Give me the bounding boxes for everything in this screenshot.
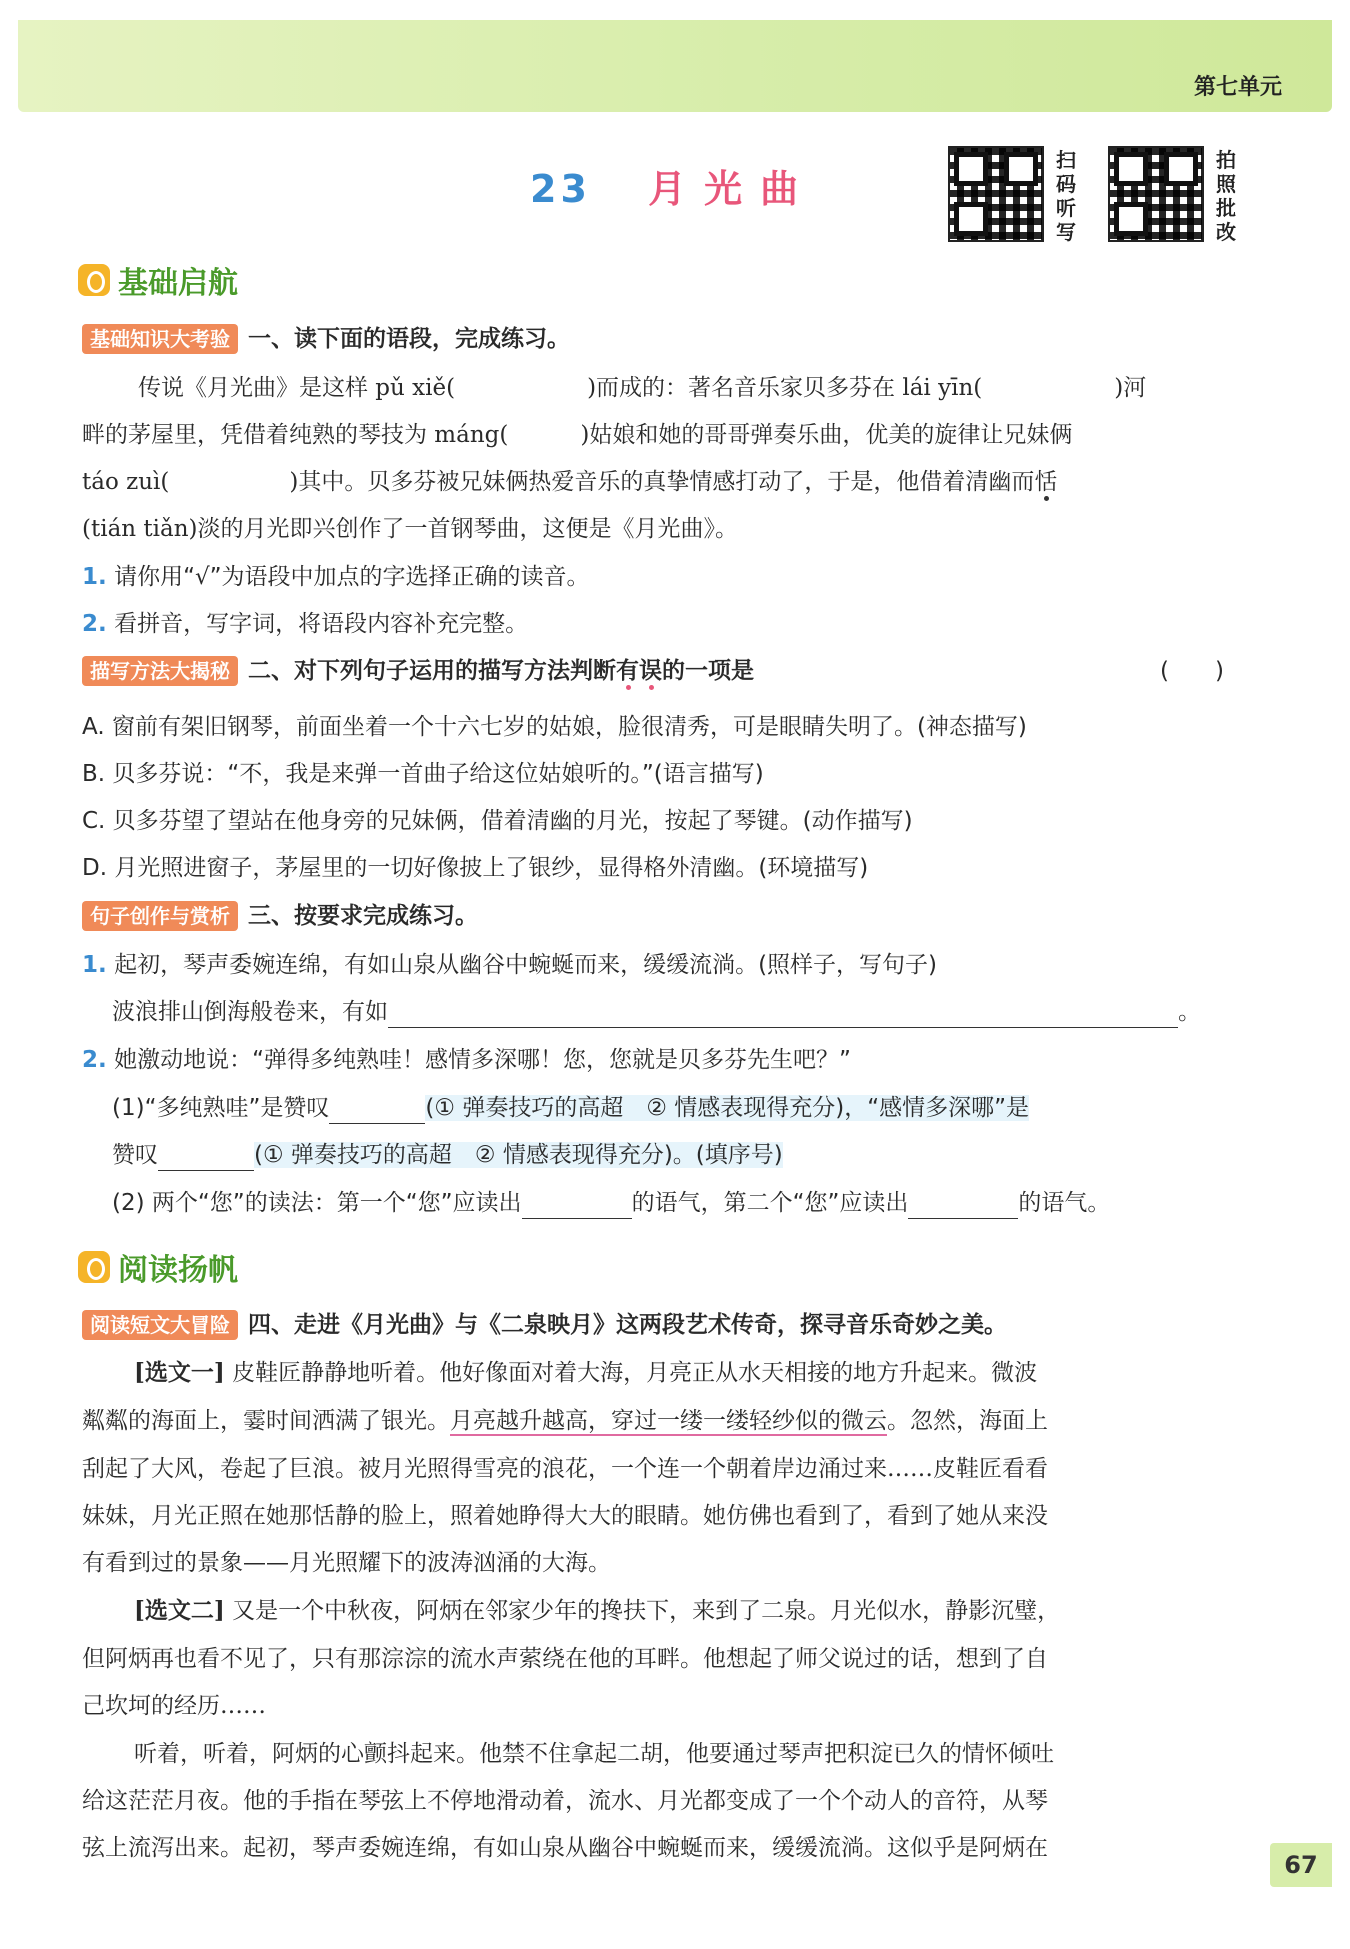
text: táo zuì( — [82, 469, 170, 495]
passage-line-1 — [138, 373, 1146, 403]
lesson-name — [648, 167, 816, 211]
qr-label-listen — [1056, 148, 1078, 244]
music-note-icon — [78, 264, 110, 296]
text: )河 — [1114, 375, 1147, 401]
text: 。 — [1178, 999, 1201, 1025]
section-basics-heading — [78, 258, 238, 302]
text: 畔的茅屋里，凭借着纯熟的琴技为 máng( — [82, 422, 509, 448]
lesson-title — [530, 158, 816, 213]
part1-question-2 — [82, 609, 528, 639]
qr-label-char: 拍 — [1216, 148, 1236, 172]
part3-q2-sub1-line1 — [112, 1093, 1029, 1124]
dotted-char: 误 — [639, 658, 662, 684]
part-heading-text: 四、走进《月光曲》与《二泉映月》这两段艺术传奇，探寻音乐奇妙之美。 — [248, 1312, 1007, 1338]
answer-line[interactable] — [329, 1093, 425, 1124]
text: 的语气，第二个“您”应读出 — [631, 1190, 909, 1216]
selection-tag: [选文一] — [134, 1359, 225, 1386]
text: (① 弹奏技巧的高超 ② 情感表现得充分)，“感情多深哪”是 — [425, 1095, 1030, 1121]
option-b: B. 贝多芬说：“不，我是来弹一首曲子给这位姑娘听的。”(语言描写) — [82, 761, 764, 787]
header-band — [18, 20, 1332, 112]
selection2-line-4: 听着，听着，阿炳的心颤抖起来。他禁不住拿起二胡，他要通过琴声把积淀已久的情怀倾吐 — [134, 1741, 1054, 1767]
part-tag: 基础知识大考验 — [82, 324, 238, 354]
question-text: 起初，琴声委婉连绵，有如山泉从幽谷中蜿蜒而来，缓缓流淌。(照样子，写句子) — [114, 952, 938, 978]
section-title: 阅读扬帆 — [118, 1253, 238, 1288]
part3-q2-sub2 — [112, 1188, 1110, 1219]
qr-label-char: 写 — [1056, 220, 1076, 244]
part3-heading — [82, 901, 478, 931]
answer-line[interactable] — [158, 1140, 254, 1171]
qr-label-char: 批 — [1216, 196, 1236, 220]
selection1-line-3: 刮起了大风，卷起了巨浪。被月光照得雪亮的浪花，一个连一个朝着岸边涌过来……皮鞋匠看看 — [82, 1456, 1048, 1482]
title-char: 月 — [648, 167, 691, 211]
page-number: 67 — [1270, 1843, 1332, 1887]
part-tag: 句子创作与赏析 — [82, 901, 238, 931]
title-char: 光 — [704, 167, 747, 211]
qr-label-char: 照 — [1216, 172, 1236, 196]
qr-label-char: 听 — [1056, 196, 1076, 220]
title-char: 曲 — [760, 167, 803, 211]
part1-heading — [82, 324, 570, 354]
part3-q1-answer-line — [112, 997, 1201, 1028]
selection2-line-1 — [134, 1596, 1060, 1626]
selection1-line-5: 有看到过的景象——月光照耀下的波涛汹涌的大海。 — [82, 1550, 611, 1576]
part-heading-text: 三、按要求完成练习。 — [248, 903, 478, 929]
text: 皮鞋匠静静地听着。他好像面对着大海，月亮正从水天相接的地方升起来。微波 — [232, 1360, 1038, 1386]
qr-label-char: 码 — [1056, 172, 1076, 196]
qr-label-char: 改 — [1216, 220, 1236, 244]
question-number: 2. — [82, 611, 107, 637]
selection1-line-1 — [134, 1358, 1037, 1388]
text: )而成的：著名音乐家贝多芬在 lái yīn( — [587, 375, 983, 401]
part-heading-text: 一、读下面的语段，完成练习。 — [248, 326, 570, 352]
text: 赞叹 — [112, 1142, 158, 1168]
passage-line-3 — [82, 467, 1057, 497]
unit-label: 第七单元 — [1193, 75, 1282, 100]
underlined-sentence: 月亮越升越高，穿过一缕一缕轻纱似的微云 — [450, 1408, 887, 1434]
text: (1)“多纯熟哇”是赞叹 — [112, 1095, 330, 1121]
answer-line[interactable] — [908, 1188, 1018, 1219]
dotted-char: 恬 — [1034, 469, 1058, 495]
part2-heading — [82, 656, 754, 686]
section-title: 基础启航 — [118, 266, 238, 301]
text: )姑娘和她的哥哥弹奏乐曲，优美的旋律让兄妹俩 — [580, 422, 1073, 448]
text: 传说《月光曲》是这样 pǔ xiě( — [138, 375, 456, 401]
selection2-line-5: 给这茫茫月夜。他的手指在琴弦上不停地滑动着，流水、月光都变成了一个个动人的音符，从琴 — [82, 1788, 1048, 1814]
selection-tag: [选文二] — [134, 1597, 225, 1624]
question-number: 1. — [82, 564, 107, 590]
passage-line-4 — [82, 514, 738, 544]
text: 的一项是 — [662, 658, 754, 684]
selection1-line-2 — [82, 1406, 1048, 1436]
text: (① 弹奏技巧的高超 ② 情感表现得充分)。(填序号) — [254, 1142, 783, 1168]
part-tag: 阅读短文大冒险 — [82, 1310, 238, 1340]
text: )其中。贝多芬被兄妹俩热爱音乐的真挚情感打动了，于是，他借着清幽而 — [289, 469, 1035, 495]
selection2-line-3: 己坎坷的经历…… — [82, 1693, 266, 1719]
part3-question-1 — [82, 950, 937, 980]
text: 。忽然，海面上 — [887, 1408, 1048, 1434]
lesson-number: 23 — [530, 167, 591, 211]
sail-icon — [78, 1251, 110, 1283]
option-a: A. 窗前有架旧钢琴，前面坐着一个十六七岁的姑娘，脸很清秀，可是眼睛失明了。(神态描写) — [82, 714, 1027, 740]
passage-line-2 — [82, 420, 1072, 450]
text: 又是一个中秋夜，阿炳在邻家少年的搀扶下，来到了二泉。月光似水，静影沉璧， — [232, 1598, 1061, 1624]
text: 粼粼的海面上，霎时间洒满了银光。 — [82, 1408, 450, 1434]
qr-code-grade[interactable] — [1108, 146, 1204, 242]
part3-question-2 — [82, 1045, 851, 1075]
question-text: 她激动地说：“弹得多纯熟哇！感情多深哪！您，您就是贝多芬先生吧？” — [114, 1047, 851, 1073]
qr-code-listen[interactable] — [948, 146, 1044, 242]
part-tag: 描写方法大揭秘 — [82, 656, 238, 686]
selection1-line-4: 妹妹，月光正照在她那恬静的脸上，照着她睁得大大的眼睛。她仿佛也看到了，看到了她从来没 — [82, 1503, 1048, 1529]
question-number: 1. — [82, 952, 107, 978]
text: 波浪排山倒海般卷来，有如 — [112, 999, 388, 1025]
text: (2) 两个“您”的读法：第一个“您”应读出 — [112, 1190, 522, 1216]
option-d: D. 月光照进窗子，茅屋里的一切好像披上了银纱，显得格外清幽。(环境描写) — [82, 855, 869, 881]
answer-line[interactable] — [388, 997, 1178, 1028]
section-reading-heading — [78, 1245, 238, 1289]
option-c: C. 贝多芬望了望站在他身旁的兄妹俩，借着清幽的月光，按起了琴键。(动作描写) — [82, 808, 913, 834]
selection2-line-6: 弦上流泻出来。起初，琴声委婉连绵，有如山泉从幽谷中蜿蜒而来，缓缓流淌。这似乎是阿炳在 — [82, 1835, 1048, 1861]
qr-label-grade — [1216, 148, 1238, 244]
part1-question-1 — [82, 562, 590, 592]
part3-q2-sub1-line2 — [112, 1140, 783, 1171]
part4-heading — [82, 1310, 1007, 1340]
text: 的语气。 — [1018, 1190, 1111, 1216]
answer-paren[interactable]: ( ) — [1160, 658, 1224, 684]
question-text: 请你用“√”为语段中加点的字选择正确的读音。 — [114, 564, 590, 590]
qr-label-char: 扫 — [1056, 148, 1076, 172]
text: 二、对下列句子运用的描写方法判断 — [248, 658, 616, 684]
text: (tián tiǎn)淡的月光即兴创作了一首钢琴曲，这便是《月光曲》。 — [82, 516, 739, 542]
dotted-char: 有 — [616, 658, 639, 684]
question-text: 看拼音，写字词，将语段内容补充完整。 — [114, 611, 529, 637]
selection2-line-2: 但阿炳再也看不见了，只有那淙淙的流水声萦绕在他的耳畔。他想起了师父说过的话，想到了自 — [82, 1646, 1048, 1672]
answer-line[interactable] — [522, 1188, 632, 1219]
question-number: 2. — [82, 1047, 107, 1073]
